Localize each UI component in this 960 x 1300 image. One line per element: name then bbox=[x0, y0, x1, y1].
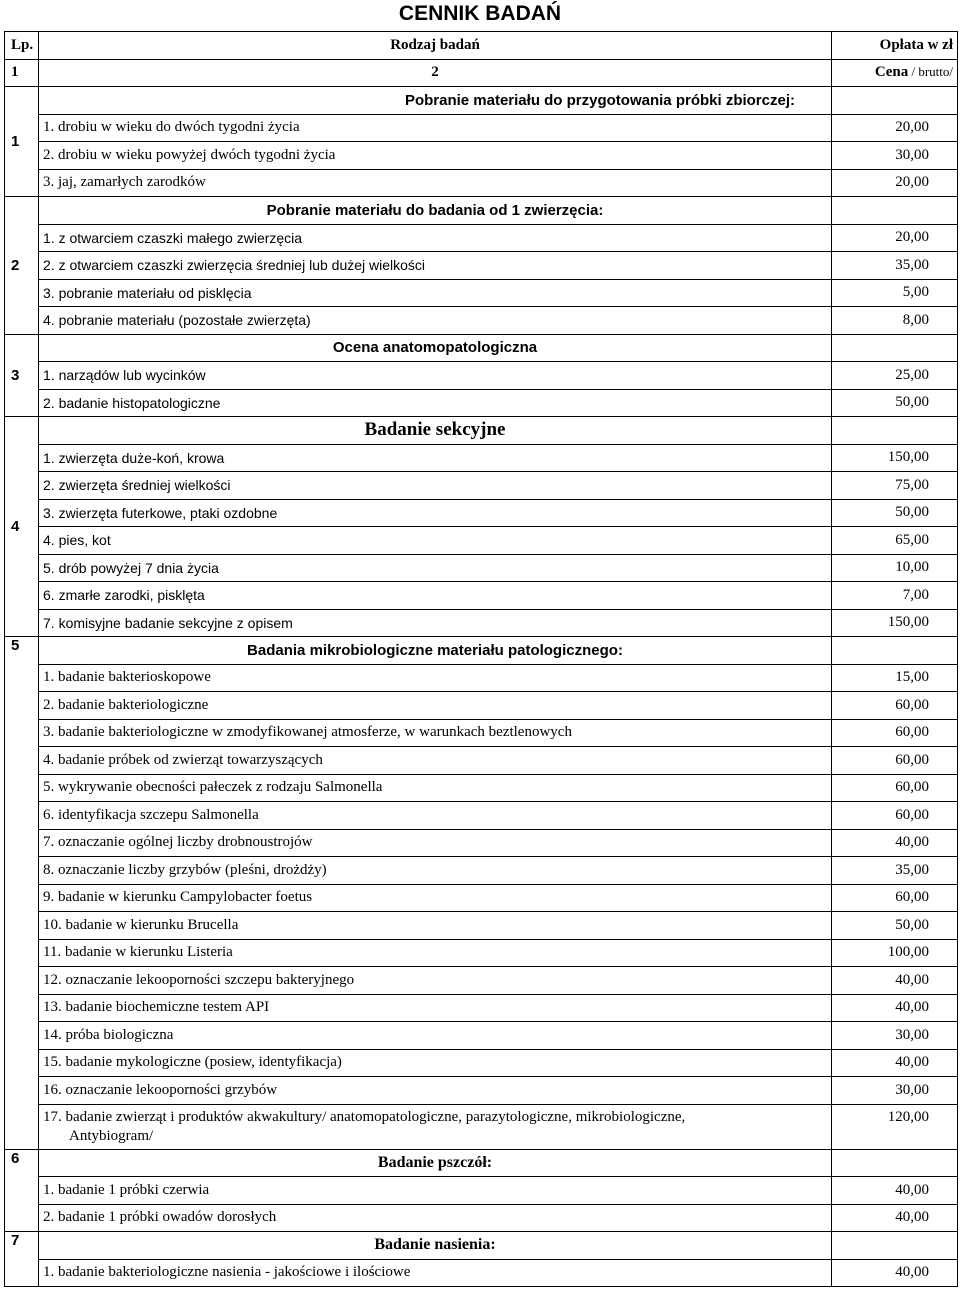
item-price: 40,00 bbox=[832, 829, 958, 857]
price-row bbox=[5, 252, 958, 280]
item-label: 5. drób powyżej 7 dnia życia bbox=[43, 559, 219, 576]
item-label-cell bbox=[39, 994, 832, 1022]
price-row bbox=[5, 1177, 958, 1205]
item-label: 1. badanie bakteriologiczne nasienia - jakościowe i ilościowe bbox=[43, 1264, 411, 1281]
header-col1: 1 bbox=[5, 59, 39, 87]
header-cena bbox=[832, 59, 958, 87]
section-lp: 3 bbox=[5, 334, 39, 417]
item-label-cell bbox=[39, 389, 832, 417]
item-label-cell bbox=[39, 279, 832, 307]
item-label: 4. pies, kot bbox=[43, 532, 111, 549]
item-label: 7. oznaczanie ogólnej liczby drobnoustrojów bbox=[43, 834, 313, 851]
item-label: 4. badanie próbek od zwierząt towarzyszących bbox=[43, 751, 323, 768]
item-label-cell bbox=[39, 444, 832, 472]
price-row bbox=[5, 912, 958, 940]
item-price: 60,00 bbox=[832, 774, 958, 802]
price-row bbox=[5, 444, 958, 472]
section-lp: 7 bbox=[5, 1232, 39, 1287]
item-price: 120,00 bbox=[832, 1104, 958, 1149]
price-row bbox=[5, 472, 958, 500]
item-label-cell bbox=[39, 1204, 832, 1232]
item-price: 65,00 bbox=[832, 527, 958, 555]
price-row bbox=[5, 994, 958, 1022]
item-label: 3. zwierzęta futerkowe, ptaki ozdobne bbox=[43, 504, 278, 521]
section-heading: Badanie nasienia: bbox=[39, 1232, 832, 1260]
price-row bbox=[5, 362, 958, 390]
header-rodzaj: Rodzaj badań bbox=[39, 32, 832, 60]
item-price: 10,00 bbox=[832, 554, 958, 582]
item-label: 5. wykrywanie obecności pałeczek z rodzaju Salmonella bbox=[43, 779, 383, 796]
item-price: 60,00 bbox=[832, 692, 958, 720]
price-row bbox=[5, 884, 958, 912]
section-heading-row bbox=[5, 1232, 958, 1260]
item-label-cell bbox=[39, 527, 832, 555]
price-row bbox=[5, 967, 958, 995]
price-row bbox=[5, 1077, 958, 1105]
price-row bbox=[5, 1049, 958, 1077]
section-heading: Pobranie materiału do przygotowania próbki zbiorczej: bbox=[39, 87, 832, 115]
price-row bbox=[5, 389, 958, 417]
section-heading: Badania mikrobiologiczne materiału patologicznego: bbox=[39, 637, 832, 665]
item-price: 50,00 bbox=[832, 499, 958, 527]
item-label-cell bbox=[39, 829, 832, 857]
item-price: 40,00 bbox=[832, 967, 958, 995]
header-numbers-row bbox=[5, 59, 958, 87]
header-cena-label: Cena bbox=[874, 64, 909, 81]
item-price: 50,00 bbox=[832, 912, 958, 940]
item-label: 2. badanie 1 próbki owadów dorosłych bbox=[43, 1209, 277, 1226]
item-label-cell bbox=[39, 582, 832, 610]
item-label-cell bbox=[39, 1104, 832, 1149]
item-label-cell bbox=[39, 967, 832, 995]
item-label-cell bbox=[39, 472, 832, 500]
item-label: 1. drobiu w wieku do dwóch tygodni życia bbox=[43, 119, 300, 136]
item-price: 35,00 bbox=[832, 252, 958, 280]
item-label: 1. narządów lub wycinków bbox=[43, 367, 206, 384]
item-price: 150,00 bbox=[832, 609, 958, 637]
section-lp: 5 bbox=[5, 637, 39, 1150]
price-row bbox=[5, 582, 958, 610]
price-row bbox=[5, 1259, 958, 1287]
price-row bbox=[5, 142, 958, 170]
item-label: 4. pobranie materiału (pozostałe zwierzęta) bbox=[43, 312, 311, 329]
item-label: 9. badanie w kierunku Campylobacter foetus bbox=[43, 889, 313, 906]
price-row bbox=[5, 169, 958, 197]
section-heading-price-cell bbox=[832, 87, 958, 115]
price-row bbox=[5, 114, 958, 142]
item-label: 15. badanie mykologiczne (posiew, identyfikacja) bbox=[43, 1054, 342, 1071]
section-heading-row bbox=[5, 1149, 958, 1177]
price-row bbox=[5, 554, 958, 582]
section-lp: 4 bbox=[5, 417, 39, 637]
price-row bbox=[5, 1022, 958, 1050]
item-label-cell bbox=[39, 1022, 832, 1050]
header-oplata: Opłata w zł bbox=[832, 32, 958, 60]
item-label-cell bbox=[39, 554, 832, 582]
item-label: 3. pobranie materiału od pisklęcia bbox=[43, 284, 252, 301]
item-label-cell bbox=[39, 912, 832, 940]
price-row bbox=[5, 609, 958, 637]
price-row bbox=[5, 307, 958, 335]
section-lp: 6 bbox=[5, 1149, 39, 1232]
price-row bbox=[5, 774, 958, 802]
item-price: 35,00 bbox=[832, 857, 958, 885]
item-label-cell bbox=[39, 362, 832, 390]
item-price: 8,00 bbox=[832, 307, 958, 335]
item-price: 20,00 bbox=[832, 169, 958, 197]
item-label: 7. komisyjne badanie sekcyjne z opisem bbox=[43, 614, 293, 631]
item-label-cell bbox=[39, 774, 832, 802]
section-heading-price-cell bbox=[832, 637, 958, 665]
item-price: 40,00 bbox=[832, 1259, 958, 1287]
section-heading-price-cell bbox=[832, 1232, 958, 1260]
item-label: 6. identyfikacja szczepu Salmonella bbox=[43, 806, 259, 823]
item-label: 2. z otwarciem czaszki zwierzęcia średniej lub dużej wielkości bbox=[43, 257, 426, 274]
item-price: 20,00 bbox=[832, 224, 958, 252]
section-heading: Ocena anatomopatologiczna bbox=[39, 334, 832, 362]
item-price: 50,00 bbox=[832, 389, 958, 417]
page-title: CENNIK BADAŃ bbox=[398, 2, 562, 25]
item-price: 30,00 bbox=[832, 1077, 958, 1105]
item-label: 8. oznaczanie liczby grzybów (pleśni, drożdży) bbox=[43, 861, 327, 878]
section-heading-price-cell bbox=[832, 417, 958, 445]
section-heading-row bbox=[5, 417, 958, 445]
item-label-cell bbox=[39, 169, 832, 197]
price-row bbox=[5, 692, 958, 720]
price-row bbox=[5, 1204, 958, 1232]
section-heading-price-cell bbox=[832, 197, 958, 225]
item-label-cell bbox=[39, 939, 832, 967]
item-label-cell bbox=[39, 114, 832, 142]
item-label-cell bbox=[39, 884, 832, 912]
item-label: 17. badanie zwierząt i produktów akwakultury/ anatomopatologiczne, parazytologiczne, mikrobiologiczne, bbox=[43, 1108, 686, 1125]
item-label-cell bbox=[39, 664, 832, 692]
section-heading-price-cell bbox=[832, 1149, 958, 1177]
item-price: 60,00 bbox=[832, 747, 958, 775]
item-label: 16. oznaczanie lekooporności grzybów bbox=[43, 1081, 278, 1098]
item-label-cell bbox=[39, 252, 832, 280]
item-label: 1. zwierzęta duże-koń, krowa bbox=[43, 449, 225, 466]
item-label: 2. zwierzęta średniej wielkości bbox=[43, 477, 231, 494]
item-price: 30,00 bbox=[832, 142, 958, 170]
section-heading-row bbox=[5, 637, 958, 665]
section-heading-row bbox=[5, 197, 958, 225]
price-row bbox=[5, 224, 958, 252]
header-lp: Lp. bbox=[5, 32, 39, 60]
section-heading-row bbox=[5, 87, 958, 115]
item-price: 15,00 bbox=[832, 664, 958, 692]
item-label: 10. badanie w kierunku Brucella bbox=[43, 916, 239, 933]
section-heading: Pobranie materiału do badania od 1 zwierzęcia: bbox=[39, 197, 832, 225]
item-label-cell bbox=[39, 692, 832, 720]
item-label-cell bbox=[39, 719, 832, 747]
header-col2: 2 bbox=[39, 59, 832, 87]
item-label-cell bbox=[39, 1259, 832, 1287]
price-row bbox=[5, 279, 958, 307]
price-row bbox=[5, 829, 958, 857]
price-row bbox=[5, 857, 958, 885]
item-label-cell bbox=[39, 1177, 832, 1205]
item-price: 25,00 bbox=[832, 362, 958, 390]
section-heading: Badanie sekcyjne bbox=[39, 417, 832, 445]
item-label: 2. badanie histopatologiczne bbox=[43, 394, 221, 411]
item-price: 60,00 bbox=[832, 719, 958, 747]
item-label: 11. badanie w kierunku Listeria bbox=[43, 944, 233, 961]
item-price: 20,00 bbox=[832, 114, 958, 142]
item-label: 1. badanie bakterioskopowe bbox=[43, 669, 211, 686]
item-price: 60,00 bbox=[832, 802, 958, 830]
item-label: 6. zmarłe zarodki, pisklęta bbox=[43, 587, 205, 604]
item-price: 150,00 bbox=[832, 444, 958, 472]
price-row bbox=[5, 939, 958, 967]
item-label: 12. oznaczanie lekooporności szczepu bakteryjnego bbox=[43, 971, 355, 988]
item-label: 3. jaj, zamarłych zarodków bbox=[43, 174, 206, 191]
item-label: 3. badanie bakteriologiczne w zmodyfikowanej atmosferze, w warunkach beztlenowych bbox=[43, 724, 572, 741]
price-row bbox=[5, 747, 958, 775]
price-table bbox=[4, 31, 958, 1287]
item-price: 5,00 bbox=[832, 279, 958, 307]
item-price: 75,00 bbox=[832, 472, 958, 500]
item-label-cell bbox=[39, 142, 832, 170]
item-label-cell bbox=[39, 224, 832, 252]
price-row bbox=[5, 719, 958, 747]
item-label-cell bbox=[39, 1077, 832, 1105]
item-label-cell bbox=[39, 747, 832, 775]
item-label: 1. badanie 1 próbki czerwia bbox=[43, 1181, 210, 1198]
header-cena-suffix: / brutto/ bbox=[908, 64, 953, 80]
item-price: 40,00 bbox=[832, 1177, 958, 1205]
item-label: 13. badanie biochemiczne testem API bbox=[43, 999, 270, 1016]
item-price: 30,00 bbox=[832, 1022, 958, 1050]
item-label-cell bbox=[39, 499, 832, 527]
price-row bbox=[5, 664, 958, 692]
item-price: 40,00 bbox=[832, 994, 958, 1022]
section-lp: 1 bbox=[5, 87, 39, 197]
item-label-cell bbox=[39, 802, 832, 830]
section-heading-row bbox=[5, 334, 958, 362]
section-lp: 2 bbox=[5, 197, 39, 335]
price-row bbox=[5, 527, 958, 555]
item-label-cell bbox=[39, 857, 832, 885]
item-price: 40,00 bbox=[832, 1049, 958, 1077]
item-label-cell bbox=[39, 307, 832, 335]
item-price: 40,00 bbox=[832, 1204, 958, 1232]
item-label-cell bbox=[39, 609, 832, 637]
item-label: 14. próba biologiczna bbox=[43, 1026, 174, 1043]
item-price: 100,00 bbox=[832, 939, 958, 967]
price-row bbox=[5, 802, 958, 830]
item-price: 7,00 bbox=[832, 582, 958, 610]
section-heading: Badanie pszczół: bbox=[39, 1149, 832, 1177]
item-label: 1. z otwarciem czaszki małego zwierzęcia bbox=[43, 229, 303, 246]
item-label: 2. badanie bakteriologiczne bbox=[43, 696, 209, 713]
item-label-continued: Antybiogram/ bbox=[69, 1127, 154, 1144]
item-label: 2. drobiu w wieku powyżej dwóch tygodni życia bbox=[43, 146, 336, 163]
section-heading-price-cell bbox=[832, 334, 958, 362]
header-row bbox=[5, 32, 958, 60]
item-price: 60,00 bbox=[832, 884, 958, 912]
item-label-cell bbox=[39, 1049, 832, 1077]
price-row bbox=[5, 499, 958, 527]
price-row bbox=[5, 1104, 958, 1149]
